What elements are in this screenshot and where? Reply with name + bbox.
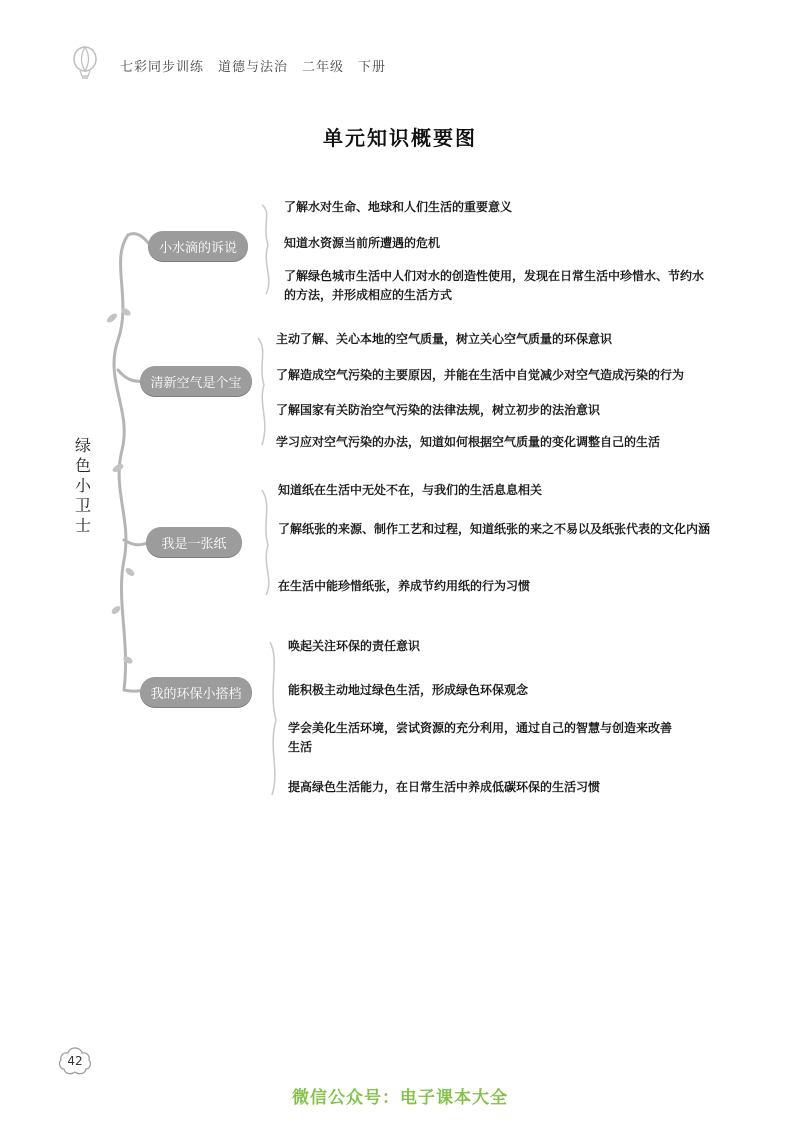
topic-air: [140, 366, 252, 396]
topic-water: [148, 231, 248, 261]
topic-label: 我是一张纸: [161, 536, 227, 552]
knowledge-item: 了解造成空气污染的主要原因，并能在生活中自觉减少对空气造成污染的行为: [276, 368, 685, 382]
knowledge-item: 在生活中能珍惜纸张，养成节约用纸的行为习惯: [278, 579, 531, 593]
knowledge-item: 了解绿色城市生活中人们对水的创造性使用，发现在日常生活中珍惜水、节约水的方法，并形成相应的生活方式: [284, 269, 705, 302]
knowledge-item: 唤起关注环保的责任意识: [288, 639, 421, 653]
knowledge-item: 主动了解、关心本地的空气质量，树立关心空气质量的环保意识: [276, 332, 613, 346]
knowledge-item: 提高绿色生活能力，在日常生活中养成低碳环保的生活习惯: [288, 780, 601, 794]
knowledge-item: 了解水对生命、地球和人们生活的重要意义: [284, 200, 513, 214]
topic-label: 小水滴的诉说: [158, 240, 237, 256]
page-number: [58, 1046, 92, 1076]
knowledge-item: 了解国家有关防治空气污染的法律法规，树立初步的法治意识: [276, 403, 601, 417]
topic-eco-partner: [140, 677, 252, 707]
knowledge-item: 知道水资源当前所遭遇的危机: [284, 236, 441, 250]
root-label: 绿色小卫士: [74, 436, 91, 535]
knowledge-item: 学会美化生活环境，尝试资源的充分利用，通过自己的智慧与创造来改善生活: [288, 721, 673, 754]
header-text: 七彩同步训练 道德与法治 二年级 下册: [120, 60, 387, 75]
knowledge-item: 能积极主动地过绿色生活，形成绿色环保观念: [288, 683, 529, 697]
knowledge-item: 了解纸张的来源、制作工艺和过程，知道纸张的来之不易以及纸张代表的文化内涵: [278, 522, 711, 536]
knowledge-item: 学习应对空气污染的办法，知道如何根据空气质量的变化调整自己的生活: [276, 435, 661, 449]
topic-paper: [146, 527, 242, 557]
knowledge-item: 知道纸在生活中无处不在，与我们的生活息息相关: [278, 483, 543, 497]
topic-label: 我的环保小搭档: [150, 686, 242, 702]
page-title: 单元知识概要图: [323, 126, 477, 150]
topic-label: 清新空气是个宝: [150, 375, 242, 391]
footer-watermark: 微信公众号：电子课本大全: [292, 1088, 508, 1108]
page-number-text: 42: [67, 1054, 83, 1068]
